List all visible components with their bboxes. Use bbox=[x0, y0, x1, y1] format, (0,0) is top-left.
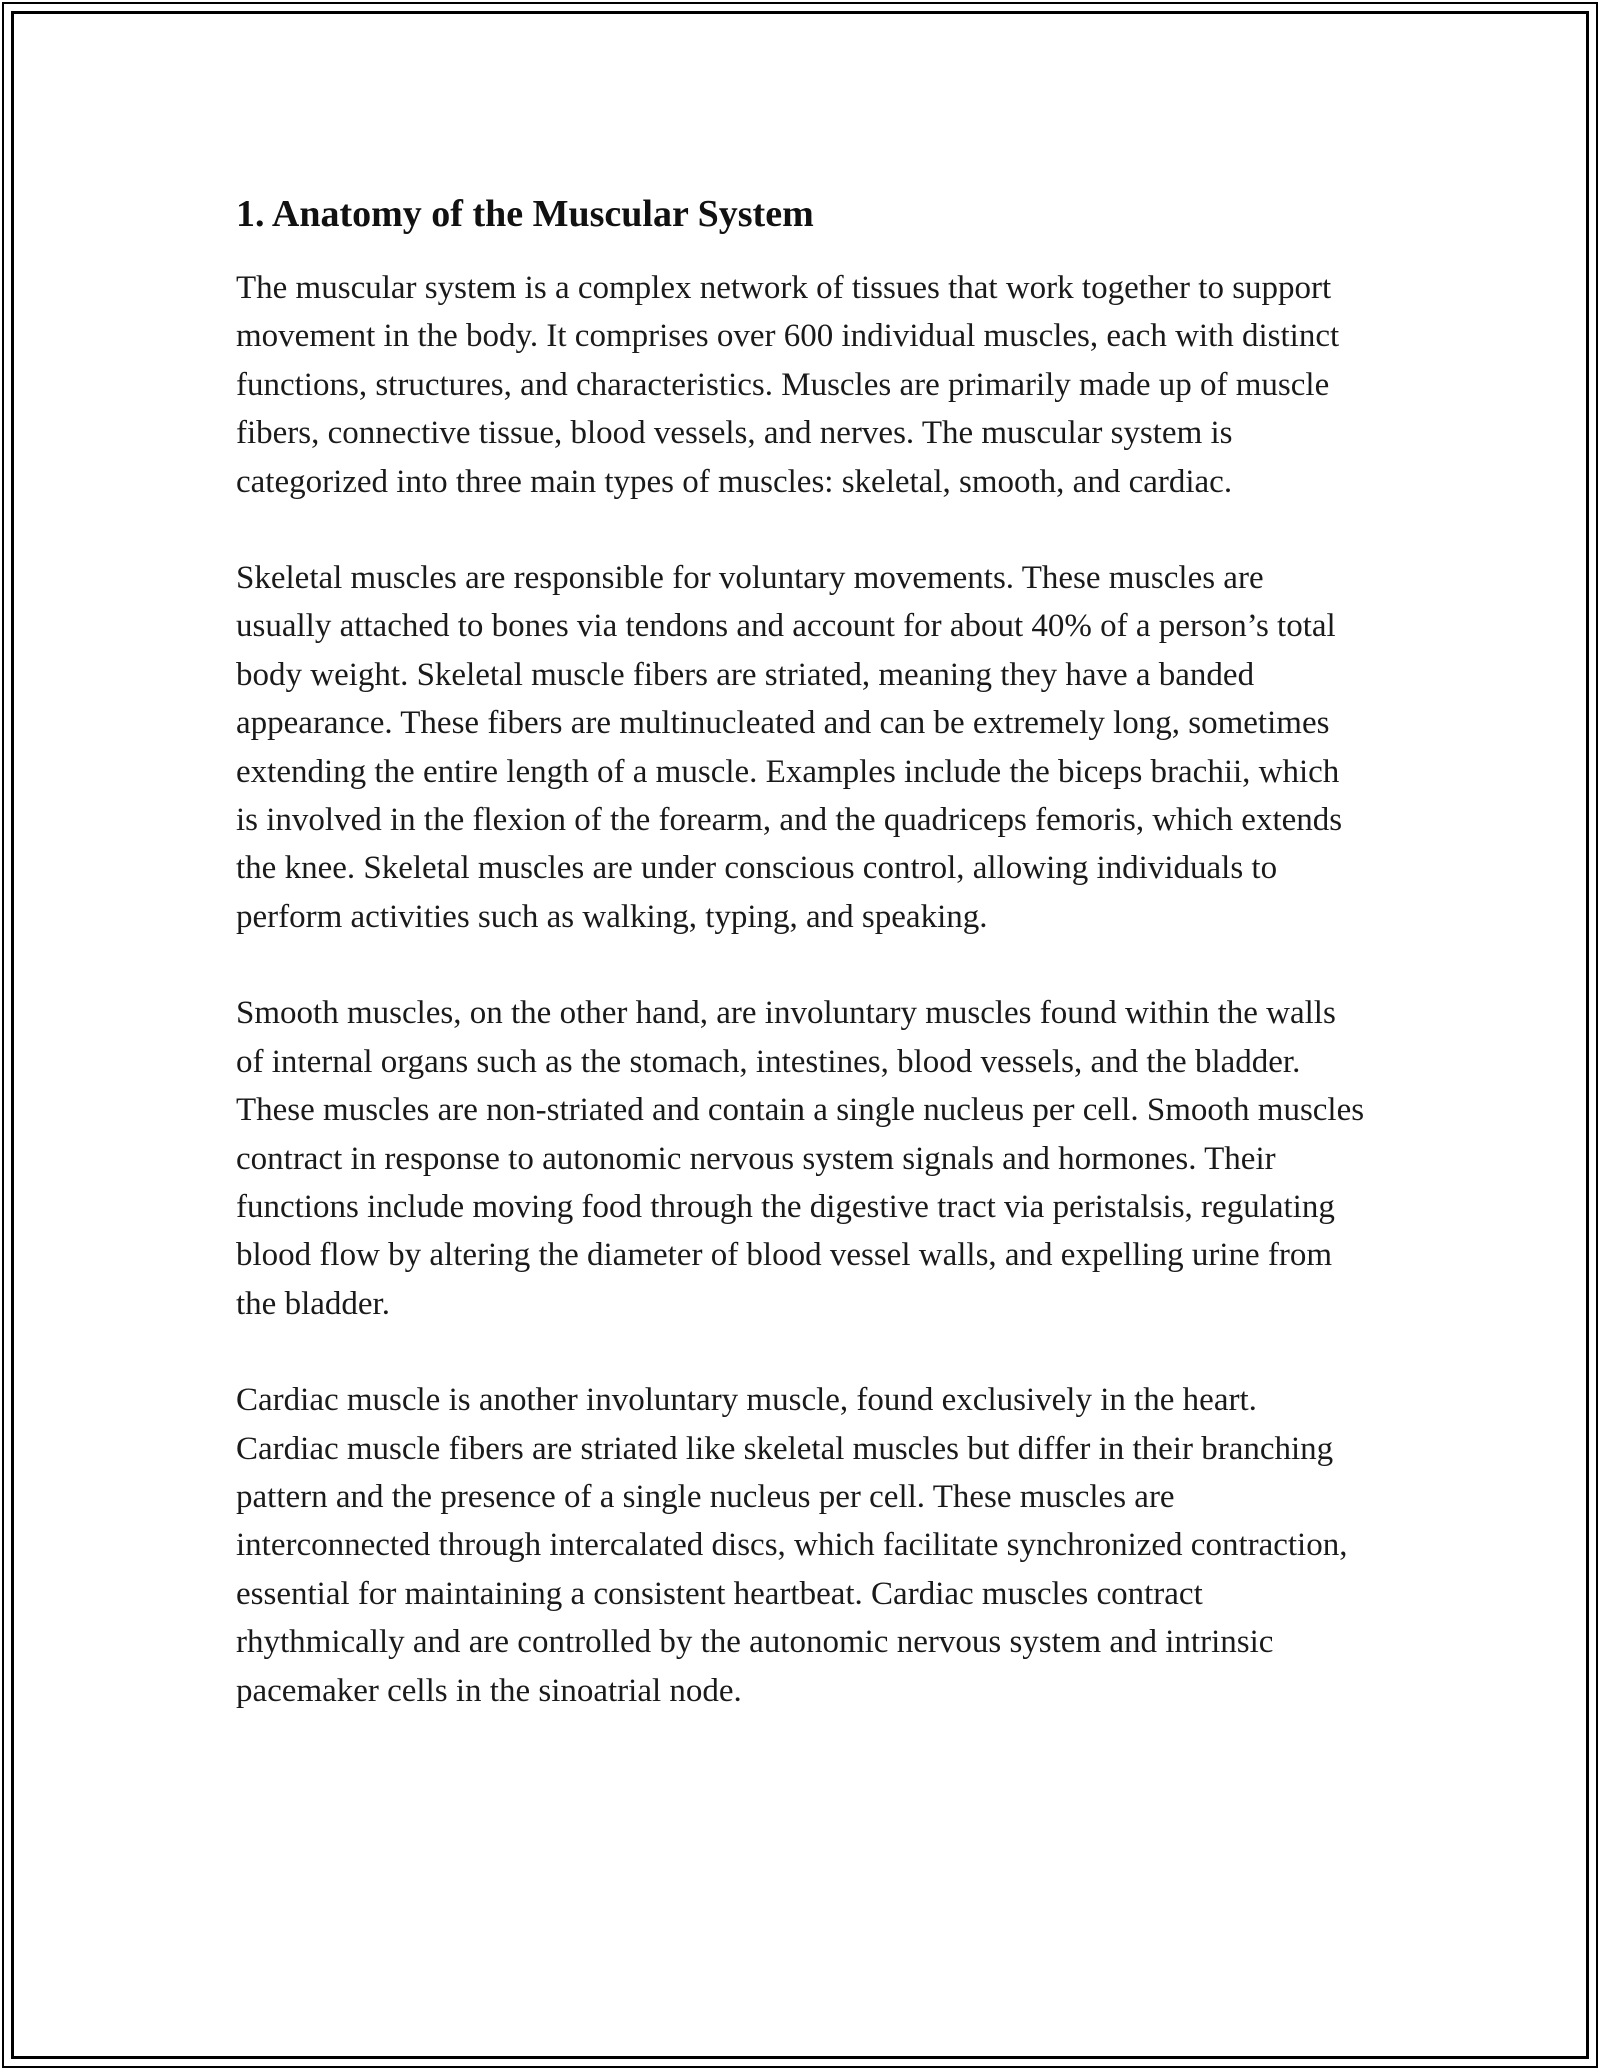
paragraph-skeletal-muscles: Skeletal muscles are responsible for voluntary movements. These muscles are usually attached to bones via tendons and account for about 40% of a person’s total body weight. Skeletal muscle fibers are striated, meaning they have a banded appearance. These fibers are multinucleated and can be extremely long, sometimes extending the entire length of a muscle. Examples include the biceps brachii, which is involved in the flexion of the forearm, and the quadriceps femoris, which extends the knee. Skeletal muscles are under conscious control, allowing individuals to perform activities such as walking, typing, and speaking. bbox=[236, 560, 1343, 935]
paragraph-smooth-muscles: Smooth muscles, on the other hand, are involuntary muscles found within the walls of internal organs such as the stomach, intestines, blood vessels, and the bladder. These muscles are non-striated and contain a single nucleus per cell. Smooth muscles contract in response to autonomic nervous system signals and hormones. Their functions include moving food through the digestive tract via peristalsis, regulating blood flow by altering the diameter of blood vessel walls, and expelling urine from the bladder. bbox=[236, 995, 1365, 1322]
document-body bbox=[236, 186, 1366, 1763]
paragraph-overview: The muscular system is a complex network of tissues that work together to support movement in the body. It comprises over 600 individual muscles, each with distinct functions, structures, and characteristics. Muscles are primarily made up of muscle fibers, connective tissue, blood vessels, and nerves. The muscular system is categorized into three main types of muscles: skeletal, smooth, and cardiac. bbox=[236, 270, 1340, 500]
paragraph-cardiac-muscle: Cardiac muscle is another involuntary muscle, found exclusively in the heart. Cardiac muscle fibers are striated like skeletal muscles but differ in their branching pattern and the presence of a single nucleus per cell. These muscles are interconnected through intercalated discs, which facilitate synchronized contraction, essential for maintaining a consistent heartbeat. Cardiac muscles contract rhythmically and are controlled by the autonomic nervous system and intrinsic pacemaker cells in the sinoatrial node. bbox=[236, 1382, 1348, 1709]
section-heading: 1. Anatomy of the Muscular System bbox=[236, 193, 814, 235]
